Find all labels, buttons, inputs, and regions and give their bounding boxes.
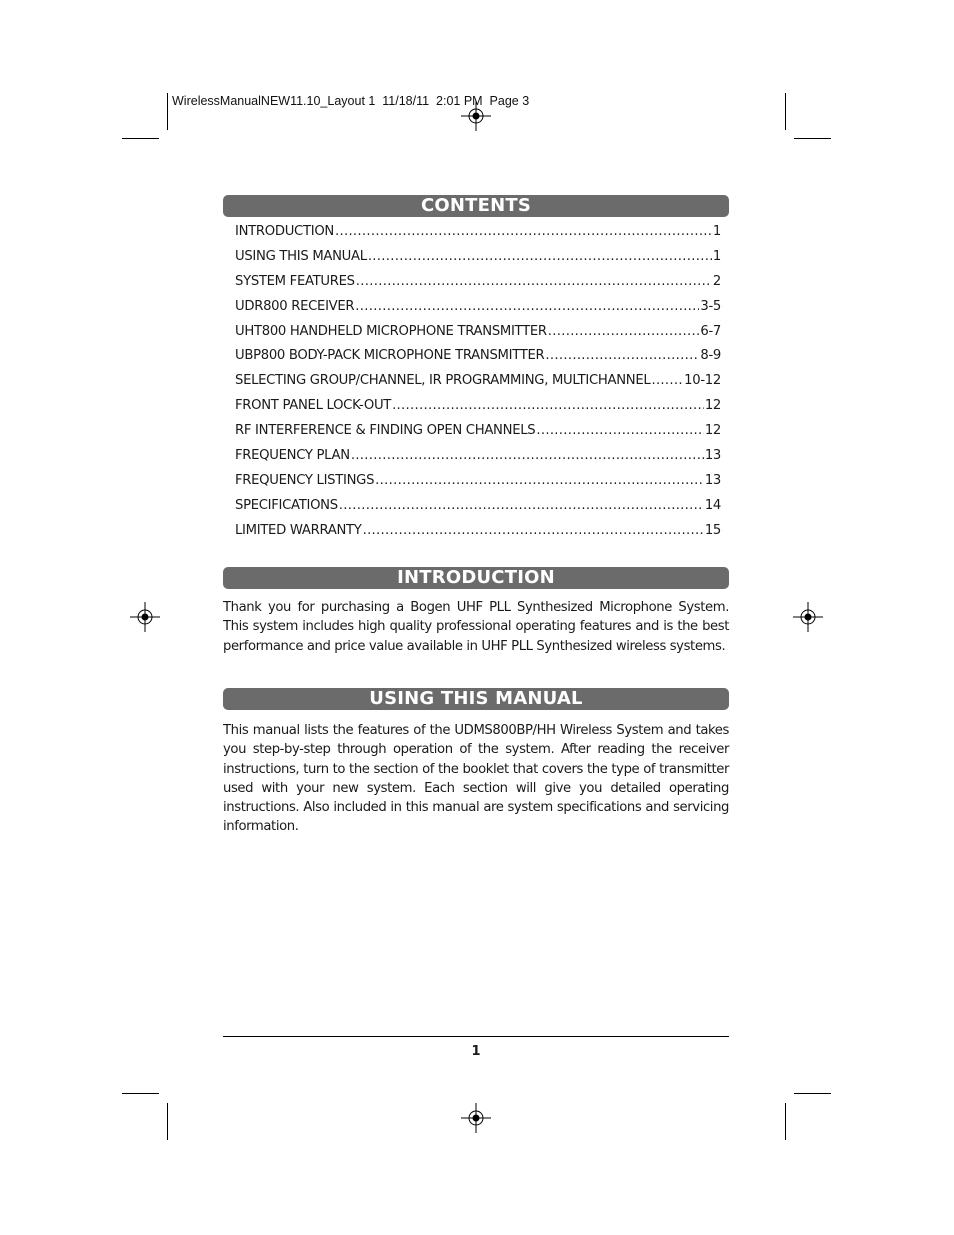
introduction-heading: INTRODUCTION — [223, 567, 729, 589]
toc-title: LIMITED WARRANTY — [235, 522, 362, 538]
toc-entry[interactable] — [235, 299, 721, 324]
toc-title: FRONT PANEL LOCK-OUT — [235, 398, 392, 414]
crop-mark — [785, 1103, 786, 1140]
toc-page: 13 — [704, 472, 721, 488]
toc-leader — [392, 398, 704, 413]
toc-page: 1 — [712, 248, 721, 264]
registration-mark-icon — [130, 602, 160, 632]
registration-mark-icon — [793, 602, 823, 632]
toc-page: 12 — [704, 423, 721, 439]
crop-mark — [167, 93, 168, 130]
crop-mark — [122, 138, 159, 139]
toc-leader — [536, 423, 703, 438]
toc-entry[interactable] — [235, 523, 721, 548]
toc-entry[interactable] — [235, 324, 721, 349]
footer-rule — [223, 1036, 729, 1037]
crop-mark — [794, 138, 831, 139]
toc-entry[interactable] — [235, 473, 721, 498]
toc-page: 1 — [712, 224, 721, 239]
table-of-contents — [235, 224, 721, 548]
page-number: 1 — [471, 1044, 481, 1059]
toc-page: 15 — [704, 522, 721, 538]
toc-entry[interactable] — [235, 249, 721, 274]
toc-page: 2 — [712, 273, 721, 289]
toc-entry[interactable] — [235, 224, 721, 249]
toc-title: UBP800 BODY-PACK MICROPHONE TRANSMITTER — [235, 348, 545, 364]
toc-title: SPECIFICATIONS — [235, 497, 338, 513]
toc-entry[interactable] — [235, 274, 721, 299]
toc-leader — [375, 473, 704, 488]
crop-mark — [122, 1093, 159, 1094]
toc-leader — [351, 448, 704, 463]
crop-mark — [167, 1103, 168, 1140]
toc-page: 10-12 — [684, 373, 721, 389]
toc-leader — [545, 348, 699, 363]
toc-title: RF INTERFERENCE & FINDING OPEN CHANNELS — [235, 423, 536, 439]
toc-page: 14 — [704, 497, 721, 513]
toc-entry[interactable] — [235, 398, 721, 423]
toc-title: SYSTEM FEATURES — [235, 273, 355, 289]
toc-leader — [368, 249, 712, 264]
toc-title: USING THIS MANUAL — [235, 248, 367, 264]
toc-entry[interactable] — [235, 448, 721, 473]
toc-entry[interactable] — [235, 423, 721, 448]
toc-title: UHT800 HANDHELD MICROPHONE TRANSMITTER — [235, 323, 547, 339]
toc-leader — [548, 324, 700, 339]
using-manual-heading: USING THIS MANUAL — [223, 688, 729, 710]
toc-leader — [356, 274, 712, 289]
toc-title: SELECTING GROUP/CHANNEL, IR PROGRAMMING, MULTICHANNEL — [235, 373, 651, 389]
toc-page: 8-9 — [700, 348, 721, 364]
printer-slug: WirelessManualNEW11.10_Layout 1 11/18/11 2:01 PM Page 3 — [172, 94, 530, 108]
registration-mark-icon — [461, 101, 491, 131]
crop-mark — [794, 1093, 831, 1094]
toc-leader — [363, 523, 704, 538]
toc-leader — [651, 373, 683, 388]
toc-title: FREQUENCY PLAN — [235, 448, 350, 464]
toc-page: 6-7 — [700, 323, 721, 339]
introduction-body: Thank you for purchasing a Bogen UHF PLL Synthesized Microphone System. This system includes high quality professional operating features and is the best performance and price value available in UHF PLL Synthesized wireless systems. — [223, 600, 729, 654]
toc-entry[interactable] — [235, 348, 721, 373]
toc-page: 12 — [704, 398, 721, 414]
registration-mark-icon — [461, 1103, 491, 1133]
toc-entry[interactable] — [235, 498, 721, 523]
toc-title: UDR800 RECEIVER — [235, 298, 355, 314]
toc-title: FREQUENCY LISTINGS — [235, 472, 375, 488]
crop-mark — [785, 93, 786, 130]
toc-title: INTRODUCTION — [235, 224, 334, 239]
toc-leader — [339, 498, 704, 513]
contents-heading: CONTENTS — [223, 195, 729, 217]
toc-page: 13 — [704, 448, 721, 464]
toc-leader — [355, 299, 699, 314]
toc-leader — [335, 224, 712, 239]
using-manual-body: This manual lists the features of the UDMS800BP/HH Wireless System and takes you step-by-step through operation of the system. After reading the receiver instructions, turn to the section of the booklet that covers the type of transmitter used with your new system. Each section will give you detailed operating instructions. Also included in this manual are system specifications and servicing information. — [223, 723, 729, 835]
toc-page: 3-5 — [700, 298, 721, 314]
toc-entry[interactable] — [235, 373, 721, 398]
